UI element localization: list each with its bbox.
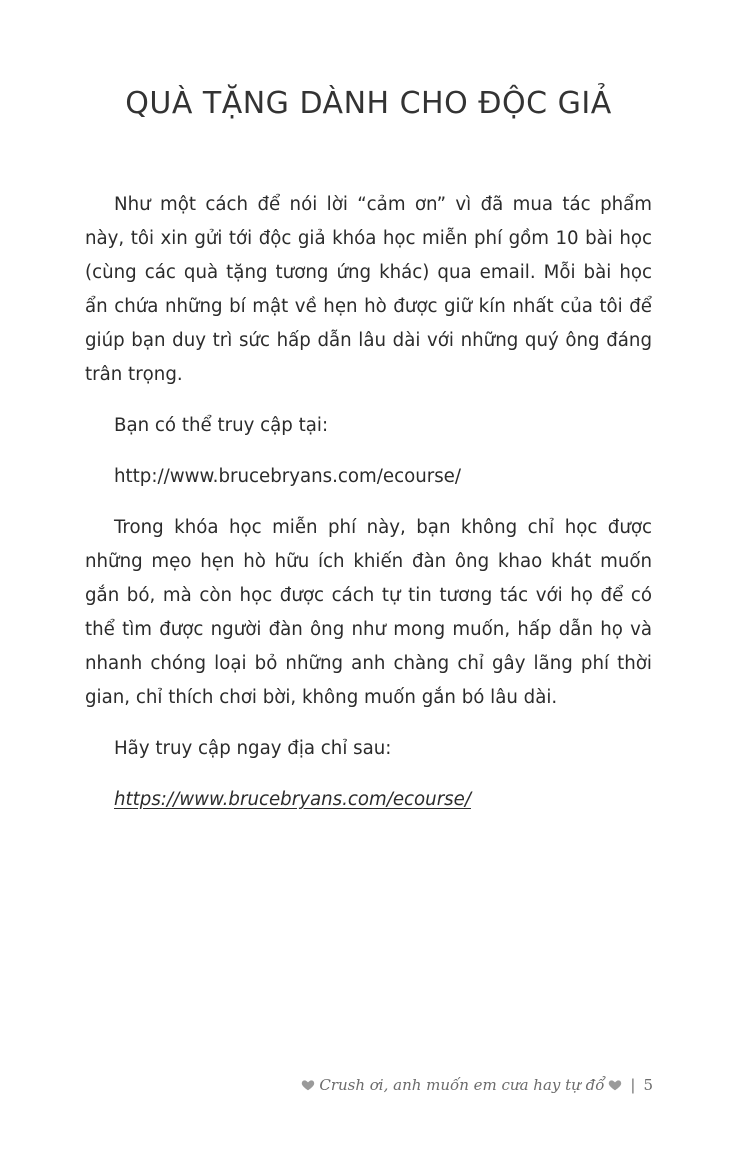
page-footer <box>301 1070 653 1100</box>
paragraph-course-description: Trong khóa học miễn phí này, bạn không chỉ học được những mẹo hẹn hò hữu ích khiến đàn ông khao khát muốn gắn bó, mà còn học được cách tự tin tương tác với họ để có thể tìm được người đàn ông như mong muốn, hấp dẫn họ và nhanh chóng loại bỏ những anh chàng chỉ gây lãng phí thời gian, chỉ thích chơi bời, không muốn gắn bó lâu dài. <box>85 517 652 708</box>
url-plain: http://www.brucebryans.com/ecourse/ <box>114 466 461 487</box>
heart-icon <box>301 1078 315 1092</box>
body-text <box>85 188 652 834</box>
url-link-paragraph <box>85 783 652 817</box>
page-title: QUÀ TẶNG DÀNH CHO ĐỘC GIẢ <box>125 86 612 121</box>
footer-book-title: Crush ơi, anh muốn em cưa hay tự đổ <box>319 1076 605 1094</box>
paragraph-access-now-label: Hãy truy cập ngay địa chỉ sau: <box>114 738 392 759</box>
page-number: 5 <box>643 1076 653 1094</box>
paragraph-access-label: Bạn có thể truy cập tại: <box>114 415 329 436</box>
footer-separator: | <box>630 1076 636 1094</box>
paragraph-intro: Như một cách để nói lời “cảm ơn” vì đã mua tác phẩm này, tôi xin gửi tới độc giả khóa học miễn phí gồm 10 bài học (cùng các quà tặng tương ứng khác) qua email. Mỗi bài học ẩn chứa những bí mật về hẹn hò được giữ kín nhất của tôi để giúp bạn duy trì sức hấp dẫn lâu dài với những quý ông đáng trân trọng. <box>85 194 652 385</box>
ecourse-link[interactable]: https://www.brucebryans.com/ecourse/ <box>114 789 471 810</box>
heart-icon <box>608 1078 622 1092</box>
